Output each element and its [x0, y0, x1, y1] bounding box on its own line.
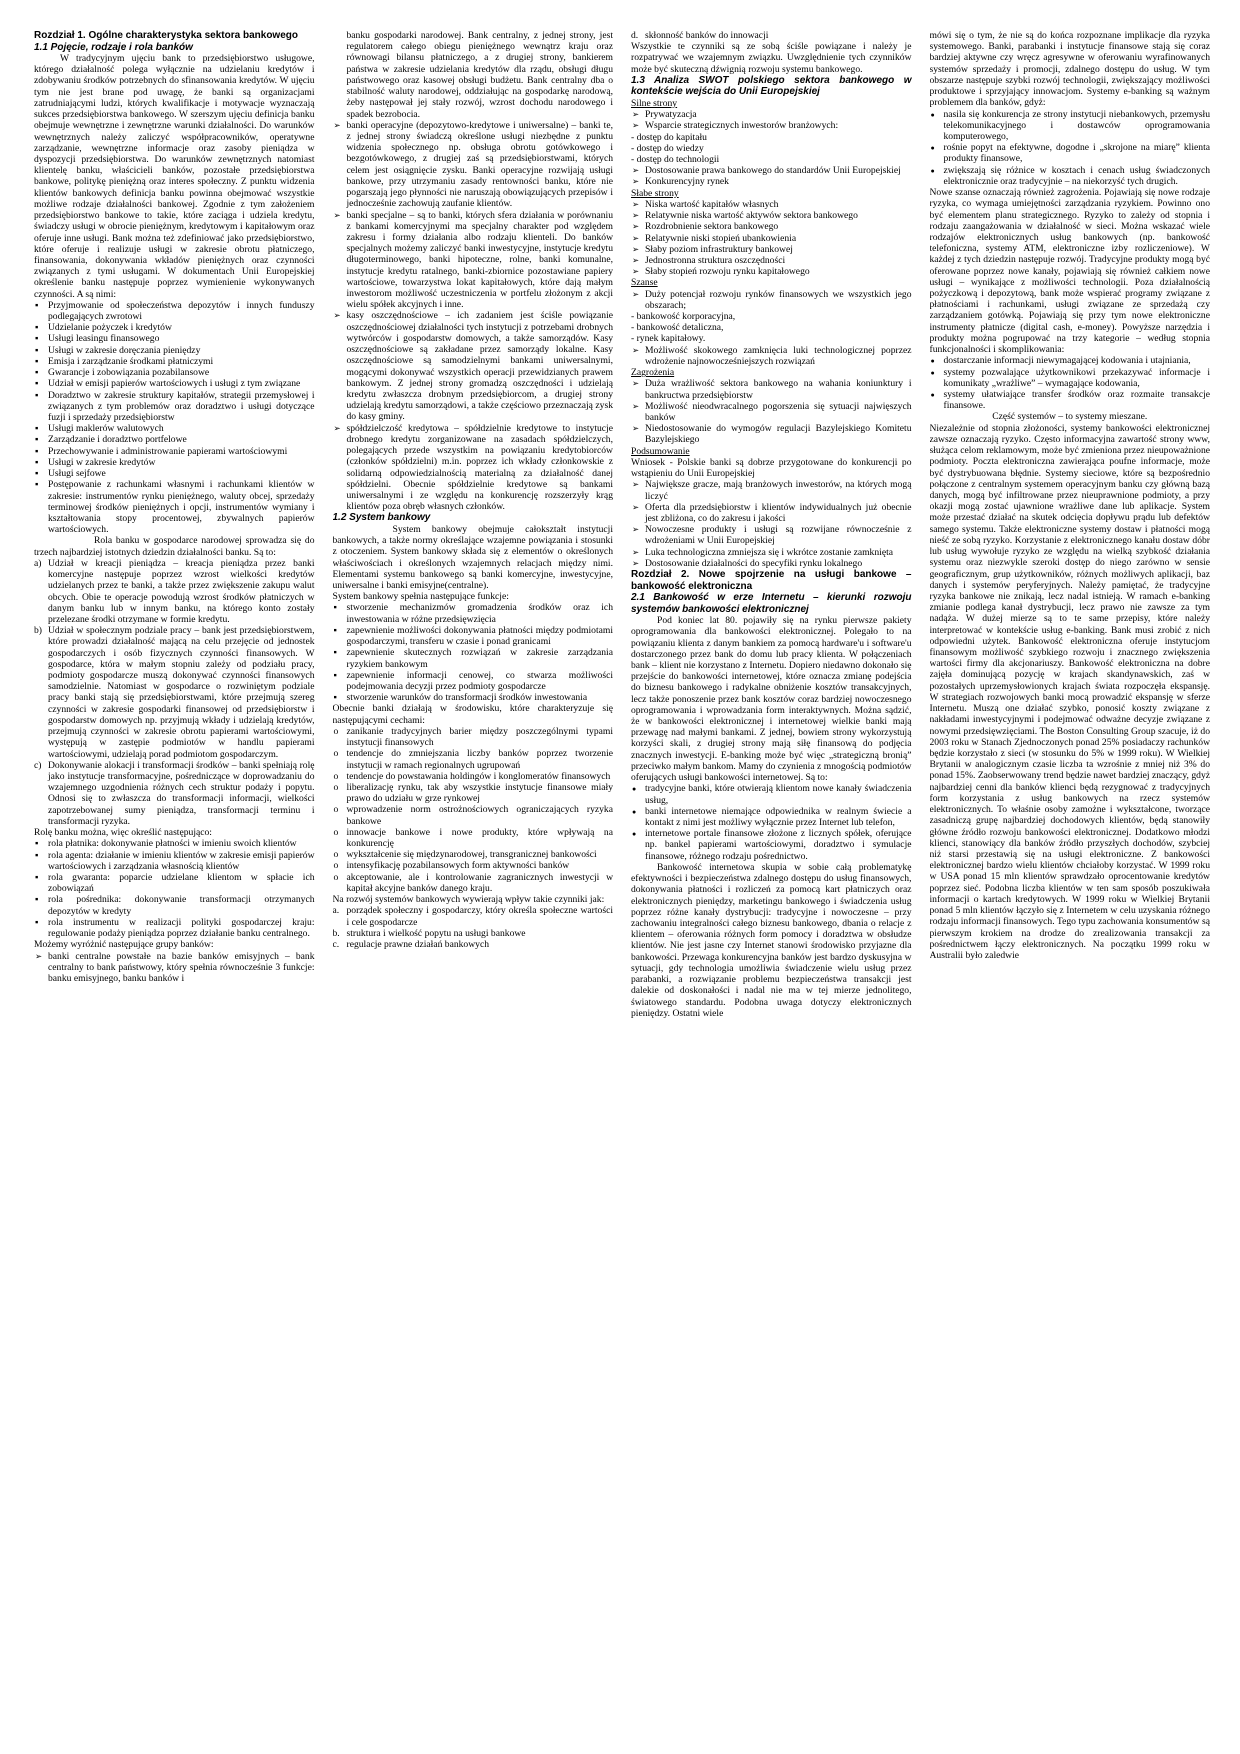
list-item: ➢ Możliwość skokowego zamknięcia luki technologicznej poprzez wdrożenie najnowocześniejszych rozwiązań: [631, 345, 912, 367]
list-item: ▪ Udział w emisji papierów wartościowych i usługi z tym związane: [34, 378, 315, 389]
list-item: ▪ zapewnienie informacji cenowej, co stwarza możliwości podejmowania decyzji przez podmioty gospodarcze: [333, 670, 614, 692]
paragraph-internet-banking-scope: Bankowość internetowa skupia w sobie całą problematykę efektywności i bezpieczeństwa zdalnego dostępu do usług finansowych, dokonywania płatności i rozliczeń za pomocą kart płatniczych oraz elektronicznych pieniędzy, marketingu bankowego i świadczenia usług poprzez różne kanały dystrybucji: tradycyjne i nowoczesne – przy zachowaniu integralności całego biznesu bankowego, dbania o relacje z klientem – oferowania różnych form pomocy i doradztwa w obsłudze klientów. Nie jest jasne czy Internet stanowi środowisko przyjazne dla bankowości. Przewaga konkurencyjna banków jest bardzo dyskusyjna w sytuacji, gdy technologia umożliwia świadczenie wielu usług przez parabanki, a rozwiązanie problemu bezpieczeństwa transakcji jest dalekie od doskonałości i nadal nie ma w tej mierze jednolitego, światowego standardu. Podobna uwaga dotyczy elektronicznych pieniędzy. Ostatni wiele: [631, 861, 912, 1019]
list-item-text: Udział w kreacji pieniądza – kreacja pieniądza przez banki komercyjne następuje poprzez wzrost wielkości kredytów udzielanych przez te banki, a także przez zwiększenie zakupu walut obcych. Obie te operacje powodują wzrost środków płatniczych w danym banku lub w innym banku, na którego konto zostały przelezane środki otrzymane w formie kredytu.: [48, 557, 315, 625]
sublist-item: - dostęp do wiedzy: [631, 142, 704, 154]
column-4: [930, 30, 1211, 1728]
paragraph-systemic-risk-cont: mówi się o tym, że nie są do końca rozpoznane implikacje dla ryzyka systemowego. Banki, parabanki i instytucje finansowe stają się coraz bardziej aktywne czy wręcz agresywne w oferowaniu wyrafinowanych systemów sprzedaży i promocji, zdalnego dostępu do usług. W tym obszarze następuje szybki rozwój technologii, zwiększający możliwości produktowe i sprzyjający innowacjom. Systemy e-banking są ważnym problemem dla banków, gdyż:: [929, 30, 1210, 109]
chapter-2-heading: Rozdział 2. Nowe spojrzenie na usługi bankowe – bankowość elektroniczna: [631, 569, 912, 592]
list-item: ➢ Duża wrażliwość sektora bankowego na wahania koniunktury i bankructwa przedsiębiorstw: [631, 378, 912, 400]
ebanking-reasons-list: [930, 109, 1211, 188]
label-strengths: Silne strony: [631, 97, 678, 109]
list-item-text: regulacje prawne działań bankowych: [346, 939, 490, 950]
factors-list: [333, 905, 614, 950]
paragraph-conclusion: Wniosek - Polskie banki są dobrze przygotowane do konkurencji po wstąpieniu do Unii Europejskiej: [631, 456, 912, 480]
list-item: ➢ Niska wartość kapitałów własnych: [631, 199, 912, 210]
list-item-text: skłonność banków do innowacji: [645, 30, 769, 41]
list-item: ➢ Relatywnie niska wartość aktywów sektora bankowego: [631, 210, 912, 221]
opportunities-list-a: [631, 289, 912, 311]
list-item: ➢ Wsparcie strategicznych inwestorów branżowych:: [631, 120, 912, 131]
label-weaknesses: Słabe strony: [631, 187, 679, 199]
list-marker: a): [34, 557, 42, 569]
environment-features-list: [333, 726, 614, 894]
system-functions-list: [333, 602, 614, 703]
list-item: o innowacje bankowe i nowe produkty, które wpływają na konkurencję: [333, 827, 614, 849]
label-summary: Podsumowanie: [631, 445, 690, 457]
list-marker: b): [34, 625, 42, 637]
section-1-3-heading-text: 1.3 Analiza SWOT polskiego sektora bankowego w kontekście wejścia do Unii Europejskiej: [631, 74, 912, 98]
section-1-1-heading: [34, 42, 315, 54]
list-item: [34, 558, 315, 625]
list-item: ▪ rola płatnika: dokonywanie płatności w imieniu swoich klientów: [34, 838, 315, 849]
list-item: [34, 760, 315, 827]
list-item: o tendencje do powstawania holdingów i konglomeratów finansowych: [333, 771, 614, 782]
list-item: ➢ Jednostronna struktura oszczędności: [631, 255, 912, 266]
list-item: o tendencje do zmniejszania liczby banków poprzez tworzenie instytucji w ramach regionalnych ugrupowań: [333, 748, 614, 770]
list-item: ▪ Usługi w zakresie kredytów: [34, 457, 315, 468]
paragraph-mixed-systems: Część systemów – to systemy mieszane.: [992, 411, 1148, 423]
list-item: ● systemy ułatwiające transfer środków oraz rozmaite transakcje finansowe.: [930, 389, 1211, 411]
list-item: o wykształcenie się międzynarodowej, transgranicznej bankowości: [333, 849, 614, 860]
column-3: [631, 30, 912, 1728]
section-1-1-heading-text: 1.1 Pojęcie, rodzaje i rola banków: [34, 41, 193, 53]
list-item: ▪ Usługi maklerów walutowych: [34, 423, 315, 434]
list-item: o akceptowanie, ale i kontrolowanie zagranicznych inwestycji w kapitał akcyjne banków danego kraju.: [333, 872, 614, 894]
list-item: ➢ spółdzielczość kredytowa – spółdzielnie kredytowe to instytucje drobnego kredytu zorganizowane na zasadach spółdzielczych, polegających przede wszystkim na powiązaniu kredytobiorców (członków spółdzielni) m.in. poprzez ich wkłady członkowskie z solidarną odpowiedzialnością materialną za działalność danej spółdzielni. Obecnie spółdzielnie kredytowe są bankami uniwersalnymi i ze względu na konkurencję rozszerzyły krąg klientów poza obręb własnych członków.: [333, 423, 614, 513]
paragraph-factors-summary: Wszystkie te czynniki są ze sobą ściśle powiązane i należy je rozpatrywać we wzajemnym związku. Uwzględnienie tych czynników może być skuteczną dźwignią rozwoju systemu bankowego.: [631, 41, 912, 75]
list-item: o intensyfikację pozabilansowych form aktywności banków: [333, 860, 614, 871]
paragraph-bank-groups-intro: Możemy wyróżnić następujące grupy banków:: [34, 939, 214, 951]
column-1: [34, 30, 315, 1728]
list-item: ● nasila się konkurencja ze strony instytucji niebankowych, przemysłu telekomunikacyjnego i dostawców oprogramowania komputerowego,: [930, 109, 1211, 143]
bank-role-areas-list: [34, 558, 315, 827]
list-item-text: struktura i wielkość popytu na usługi bankowe: [346, 927, 526, 939]
list-item: ➢ Możliwość nieodwracalnego pogorszenia się sytuacji najwięszych banków: [631, 401, 912, 423]
section-2-1-heading-text: 2.1 Bankowość w erze Internetu – kierunki rozwoju systemów bankowości elektronicznej: [631, 592, 912, 615]
list-marker: a.: [332, 905, 340, 917]
list-item: ▪ Gwarancje i zobowiązania pozabilansowe: [34, 367, 315, 378]
list-item: ➢ Rozdrobnienie sektora bankowego: [631, 221, 912, 232]
list-item: ● tradycyjne banki, które otwierają klientom nowe kanały świadczenia usług,: [631, 783, 912, 805]
paragraph-ebanking-risk: Niezależnie od stopnia złożoności, systemy bankowości elektronicznej zawsze oznaczają ryzyko. Często informacyjna zawartość strony www, służąca celom reklamowym, może być zmieniona przez nieupoważnione podmioty. Poczta elektroniczna zawierająca poufne informacje, może być dystrybuowana błędnie. Systemy sieciowe, które są bezpośrednio połączone z centralnym systemem operacyjnym banku czy główną bazą danych, mogą być infiltrowane przez nieuprawnione podmioty, a przy okazji mogą zostać ujawnione wrażliwe dane lub aplikacje. System może przestać działać na skutek odcięcia dopływu prądu lub defektów samego systemu. Także elektroniczne systemy dostaw i płatności mogą nieść ze sobą ryzyko. Korzystanie z elektronicznego kanału dostaw dóbr lub usług wywołuje ryzyko ze względu na wielką szybkość działania systemu oraz niezwykle szeroki dostęp do niego zarówno w sensie geograficznym, grup użytkowników, różnych możliwych aplikacji, baz danych i systemów peryferyjnych. Należy pamiętać, że tradycyjne ryzyka bankowe nie znikają, lecz nadal istnieją. W ramach e-banking zmianie podlega kanał dystrybucji, lecz prawo nie zawsze za tym nadąża. W dużej mierze są to te same przepisy, które należy interpretować w kontekście usług e-banking. Bank musi zrobić z nich odpowiedni użytek. Bankowość elektroniczna oferuje instytucjom finansowym możliwość szybkiego rozwoju i znacznego zwiększenia wartości firmy dla akcjonariuszy. Bankowość elektroniczna na dobre zajęła dominującą pozycję w krajach skandynawskich, zaś w pozostałych uprzemysłowionych krajach świata rozpoczęła ekspansję. W strategiach rozwojowych banki mocą prowadzić ekspansję w sferze Internetu. Muszą one działać szybko, ponosić koszty związane z nakładami inwestycyjnymi i podejmować odważne decyzje związane z nowymi przedsięwzięciami. The Boston Consulting Group szacuje, iż do 2003 roku w Stanach Zjednoczonych ponad 25% posiadaczy rachunków będzie korzystało z sieci (w stosunku do 5% w 1999 roku). W Wielkiej Brytanii w analogicznym czasie liczba ta wzrośnie z mniej niż 3% do ponad 15%. Zaobserwowany trend będzie nawet bardziej znaczący, gdyż najbardziej cenni dla banków klienci będą rezygnować z tradycyjnych form korzystania z usług bankowych na rzecz systemów elektronicznych. To właśnie osoby zamożne i wykształcone, tworzące zasadniczą grupę najbardziej dochodowych klientów, będą stanowiły główne źródło rozwoju bankowości elektronicznej. Dodatkowo młodzi klienci, stanowiący dla banków źródło przyszłych dochodów, szybciej niż starsi przestawią się na usługi elektroniczne. Z bankowości elektronicznej bardzo wielu klientów chciałoby korzystać. W 1999 roku w USA ponad 15 mln klientów sprawdzało oprocentowanie kredytów poprzez sieć. Podobna liczba klientów w ten sam sposób poszukiwała informacji o kartach kredytowych. W 1999 roku w Wielkiej Brytanii ponad 5 mln klientów łączyło się z Internetem w celu uzyskania różnego rodzaju informacji finansowych. Tego typu zachowania konsumentów są pierwszym krokiem na drodze do zrealizowania transakcji za pośrednictwem łączy elektronicznych. Na początku 1999 roku w Australii było zaledwie: [929, 422, 1210, 961]
section-1-3-heading: [631, 75, 912, 98]
sublist-item: - dostęp do kapitału: [631, 131, 707, 143]
label-opportunities: Szanse: [631, 277, 658, 289]
list-item: ● rośnie popyt na efektywne, dogodne i „skrojone na miarę” klienta produkty finansowe,: [930, 142, 1211, 164]
list-marker: d.: [631, 30, 639, 41]
list-item: ● internetowe portale finansowe złożone z licznych spółek, oferujące np. bankel papierami wartościowymi, doradztwo i symulacje finansowe, różnego rodzaju pośrednictwo.: [631, 828, 912, 862]
internet-providers-list: [631, 783, 912, 862]
strengths-sublist: [631, 132, 912, 166]
list-item: ➢ Luka technologiczna zmniejsza się i wkrótce zostanie zamknięta: [631, 547, 912, 558]
list-item: ▪ Zarządzanie i doradztwo portfelowe: [34, 434, 315, 445]
list-item: ➢ Słaby stopień rozwoju rynku kapitałowego: [631, 266, 912, 277]
paragraph-factors-intro: Na rozwój systemów bankowych wywierają wpływ takie czynniki jak:: [332, 894, 605, 906]
factors-list-cont: [631, 30, 912, 41]
opportunities-list-b: [631, 345, 912, 367]
list-item-text: Dokonywanie alokacji i transformacji środków – banki spełniają rolę jako instytucje transformacyjne, pośredniczące w doprowadzaniu do wzajemnego uzgodnienia różnych cech struktur podaży i popytu. Odnosi się to zwłaszcza do transformacji informacji, wielkości zapotrzebowanej sumy pieniądza, transformacji terminu i transformacji ryzyka.: [48, 759, 315, 827]
list-item: ➢ Duży potencjał rozwoju rynków finansowych we wszystkich jego obszarach;: [631, 289, 912, 311]
list-item: ▪ rola gwaranta: poparcie udzielane klientom w spłacie ich zobowiązań: [34, 872, 315, 894]
list-item-text: Udział w społecznym podziale pracy – bank jest przedsiębiorstwem, które prowadzi działalność mającą na celu przejęcie od jednostek gospodarczych i osób fizycznych czynności finansowych. W gospodarce, która w małym stopniu zależy od podziału pracy, podmioty gospodarcze muszą dokonywać czynności finansowych samodzielnie. Natomiast w gospodarce o rozwiniętym podziale pracy banki stają się przedsiębiorstwami, które przejmują szereg czynności w zakresie gospodarki finansowej od przedsiębiorstw i gospodarstw domowych np. przyjmują wkłady i udzielają kredytów, przejmują czynności w zakresie obrotu papierami wartościowymi, występują w zastępie podmiotów w handlu papierami wartościowymi, udzielają porad podmiotom gospodarczym.: [48, 625, 315, 760]
list-item: ▪ stworzenie mechanizmów gromadzenia środków oraz ich inwestowania w różne przedsięwzięcia: [333, 602, 614, 624]
list-marker: c): [34, 759, 42, 771]
paragraph-system-functions-intro: System bankowy spełnia następujące funkcje:: [332, 591, 509, 603]
list-item: ▪ Udzielanie pożyczek i kredytów: [34, 322, 315, 333]
list-item: ● systemy pozwalające użytkownikowi przekazywać informacje i komunikaty „wrażliwe” – wymagające kodowania,: [930, 367, 1211, 389]
list-item: [333, 939, 614, 950]
opportunities-sublist: [631, 311, 912, 345]
paragraph-bank-definition: W tradycyjnym ujęciu bank to przedsiębiorstwo usługowe, którego działalność polega wyłącznie na udzielaniu kredytów i zdobywaniu środków potrzebnych do sfinansowania kredytów. W ujęciu tym nie jest brane pod uwagę, że banki są organizacjami zatrudniającymi ludzi, których kwalifikacje i motywacje wyznaczają sukces przedsiębiorstwa bankowego. W szerszym ujęciu definicja banku obejmuje wewnętrzne i zewnętrzne warunki działalności. Do warunków wewnętrznych należy zaliczyć współpracowników, operatywne zarządzanie, wewnętrzne informacje oraz zasoby pieniądza w dyspozycji przedsiębiorstwa. Do warunków zewnętrznych natomiast klientelę banku, właścicieli banków, pozostałe przedsiębiorstwa bankowe, politykę pieniężną oraz interes społeczny. Z punktu widzenia klientów bankowych definicja banku powinna obejmować wszystkie możliwe rodzaje działalności bankowej. Zgodnie z tym założeniem przedsiębiorstwo bankowe to takie, które zaciąga i udziela kredytu, świadczy usługi w obrocie pieniężnym, kredytowym i kapitałowym oraz oferuje inne usługi. Bank można też zdefiniować jako przedsiębiorstwo, które oferuje i realizuje usługi w zakresie obrotu płatniczego, finansowania, dokonywania wkładów pieniężnych oraz czynności związanych z tymi usługami. W dokumentach Unii Europejskiej określenie banku następuje poprzez wymienienie wykonywanych czynności. A są nimi:: [34, 53, 315, 300]
tool-categories-list: [930, 355, 1211, 411]
section-1-2-heading: [333, 512, 614, 524]
bank-activities-list: [34, 300, 315, 536]
list-item: ▪ Postępowanie z rachunkami własnymi i rachunkami klientów w zakresie: instrumentów rynku pieniężnego, waluty obcej, sprzedaży terminowej środków pieniężnych i opcji, instrumentów wymiany i kształtowania stopy procentowej, zbywalnych papierów wartościowych.: [34, 479, 315, 535]
list-item: o wprowadzenie norm ostrożnościowych ograniczających ryzyka bankowe: [333, 804, 614, 826]
section-1-2-heading-text: 1.2 System bankowy: [332, 512, 431, 524]
list-item: ▪ Przechowywanie i administrowanie papierami wartościowymi: [34, 446, 315, 457]
threats-list: [631, 378, 912, 445]
paragraph-environment-intro: Obecnie banki działają w środowisku, które charakteryzuje się następującymi cechami:: [332, 703, 613, 726]
list-item: ● banki internetowe niemające odpowiednika w realnym świecie a kontakt z nimi jest możliwy wyłącznie przez Internet lub telefon,: [631, 806, 912, 828]
list-item: ➢ Nowoczesne produkty i usługi są rozwijane równocześnie z wdrożeniami w Unii Europejskiej: [631, 524, 912, 546]
list-item: [333, 905, 614, 927]
list-item: ➢ Relatywnie niski stopień ubankowienia: [631, 233, 912, 244]
list-item: ● dostarczanie informacji niewymagającej kodowania i utajniania,: [930, 355, 1211, 366]
weaknesses-list: [631, 199, 912, 278]
list-item: ➢ Największe gracze, mają branżowych inwestorów, na których mogą liczyć: [631, 479, 912, 501]
paragraph-internet-banking-history: Pod koniec lat 80. pojawiły się na rynku pierwsze pakiety oprogramowania dla bankowości elektronicznej. Polegało to na powiązaniu klienta z danym bankiem za pomocą hardware'u i software'u dostarczonego przez bank do domu lub pracy klienta. W połączeniach bank – klient nie korzystano z Internetu. Dopiero niedawno dokonało się przejście do bankowości internetowej, które oznacza zmianę podejścia do biznesu bankowego i radykalne obniżenie kosztów transakcyjnych, lecz także ponoszenie przez bank kosztów coraz bardziej nowoczesnego oprogramowania i wprowadzania form interaktywnych. Można sądzić, że w bankowości elektronicznej i internetowej wielkie banki mają przewagę nad małymi bankami. Z jednej, bowiem strony wykorzystują korzyści skali, z drugiej strony mają siłę finansową do podjęcia znacznych inwestycji. E-banking może być więc „strategiczną bronią” przeciwko małym bankom. Mamy do czynienia z mnogością podmiotów oferujących usługi bankowości internetowej. Są to:: [631, 615, 912, 784]
list-item: ▪ Emisja i zarządzanie środkami płatniczymi: [34, 356, 315, 367]
list-item: ▪ stworzenie warunków do transformacji środków inwestowania: [333, 692, 614, 703]
column-2: [333, 30, 614, 1728]
paragraph-roles-intro: Rolę banku można, więc określić następująco:: [34, 827, 212, 839]
sublist-item: - dostęp do technologii: [631, 153, 720, 165]
list-item: ▪ rola instrumentu w realizacji polityki gospodarczej kraju: regulowanie podaży pieniądza poprzez działanie banku centralnego.: [34, 917, 315, 939]
bank-roles-list: [34, 838, 315, 939]
list-item: ▪ rola agenta: działanie w imieniu klientów w zakresie emisji papierów wartościowych i zarządzania własnością klientów: [34, 850, 315, 872]
strengths-list-a: [631, 109, 912, 131]
list-item: o zanikanie tradycyjnych barier między poszczególnymi typami instytucji finansowych: [333, 726, 614, 748]
list-item: ➢ kasy oszczędnościowe – ich zadaniem jest ściśle powiązanie oszczędnościowej działalności tych instytucji z potrzebami drobnych wytwórców i gospodarstw domowych, a także samorządów. Kasy oszczędnościowe są zakładane przez samorządy lokalne. Kasy oszczędnościowe są samodzielnymi bankami uniwersalnymi, mogącymi dokonywać wszystkich operacji przewidzianych prawem bankowym. Z jednej strony gromadzą oszczędności i udzielają kredytu zwłaszcza drobnym przedsiębiorcom, a drugiej strony udzielają kredytu samorządowi, a także częściowo przeznaczają zysk do kasy gminy.: [333, 310, 614, 422]
paragraph-new-risks: Nowe szanse oznaczają również zagrożenia. Pojawiają się nowe rodzaje ryzyka, co wymaga umiejętności zarządzania ryzykiem. Powinno ono być elementem planu strategicznego. Ryzyko to zależy od stopnia i rodzaju zaangażowania w działalność w sieci. Można wskazać wiele rodzajów elektronicznych usług bankowych (np. bankowość telefoniczna, systemy ATM, elektroniczne izby rozliczeniowe). W każdej z tych dziedzin następuje rozwój. Tradycyjne produkty mogą być oferowane poprzez nowe kanały, pojawiają się również całkiem nowe usługi – wynikające z możliwości technologii. Poza działalnością pożyczkową i depozytową, bank może wspierać programy związane z płatnościami i rachunkami, usługi związane ze sprzedażą czy zarządzaniem gotówką. Pojawiają się przy tym nowe elektroniczne instrumenty płatnicze (digital cash, e-money). Powyższe narzędzia i produkty można pogrupować na trzy kategorie – według stopnia funkcjonalności i skomplikowania:: [929, 187, 1210, 356]
list-item: ➢ Konkurencyjny rynek: [631, 176, 912, 187]
list-item: ➢ banki operacyjne (depozytowo-kredytowe i uniwersalne) – banki te, z jednej strony świadczą określone usługi niezbędne z punktu widzenia społecznego np. obsługa obrotu gotówkowego i bezgotówkowego, z drugiej zaś są przedsiębiorstwami, których celem jest osiągnięcie zysku. Banki operacyjne rozwijają usługi bankowe, przy utrzymaniu zasady rentowności banku, które nie pogarszają jego płynności nie naruszają obowiązujących przepisów i jednocześnie zachowują zaufanie klientów.: [333, 120, 614, 210]
sublist-item: - bankowość detaliczna,: [631, 322, 724, 334]
list-item: ➢ banki centralne powstałe na bazie banków emisyjnych – bank centralny to bank państwowy, który spełnia równocześnie 3 funkcje: banku emisyjnego, banku banków i: [34, 951, 315, 985]
label-threats: Zagrożenia: [631, 367, 675, 379]
paragraph-banking-system: System bankowy obejmuje całokształt instytucji bankowych, a także normy określające wzajemne powiązania i stosunki z otoczeniem. System bankowy składa się z elementów o określonych właściwościach i określonych wzajemnych relacjach między nimi. Elementami systemu bankowego są banki komercyjne, inwestycyjne, uniwersalne i banki emisyjne(centralne).: [332, 523, 613, 591]
list-item: ➢ Oferta dla przedsiębiorstw i klientów indywidualnych już obecnie jest zbliżona, co do zakresu i jakości: [631, 502, 912, 524]
strengths-list-b: [631, 165, 912, 187]
paragraph-bank-role: Rola banku w gospodarce narodowej sprowadza się do trzech najbardziej istotnych dziedzin działalności banku. Są to:: [34, 535, 315, 558]
list-item: ▪ Doradztwo w zakresie struktury kapitałów, strategii przemysłowej i związanych z tym problemów oraz doradztwo i usługi dotyczące fuzji i sprzedaży przedsiębiorstw: [34, 390, 315, 424]
list-item: ● zwiększają się różnice w kosztach i cenach usług świadczonych elektronicznie oraz tradycyjnie – na niekorzyść tych drugich.: [930, 165, 1211, 187]
list-item: ▪ rola pośrednika: dokonywanie transformacji otrzymanych depozytów w kredyty: [34, 894, 315, 916]
list-item: ➢ Słaby poziom infrastruktury bankowej: [631, 244, 912, 255]
list-item: [34, 625, 315, 760]
conclusion-list: [631, 479, 912, 569]
list-item: ▪ zapewnienie możliwości dokonywania płatności między podmiotami gospodarczymi, transferu w czasie i ponad granicami: [333, 625, 614, 647]
list-item: ▪ Usługi leasingu finansowego: [34, 333, 315, 344]
list-item: ▪ zapewnienie skutecznych rozwiązań w zakresie zarządzania ryzykiem bankowym: [333, 647, 614, 669]
list-item: ▪ Przyjmowanie od społeczeństwa depozytów i innych funduszy podlegających zwrotowi: [34, 300, 315, 322]
chapter-1-heading: Rozdział 1. Ogólne charakterystyka sektora bankowego: [34, 30, 298, 41]
list-marker: c.: [332, 939, 340, 950]
list-item: ➢ banki specjalne – są to banki, których sfera działania w porównaniu z bankami komercyjnymi ma specjalny charakter pod względem zakresu i formy działania albo rodzaju klienteli. Do banków specjalnych możemy zaliczyć banki inwestycyjne, instytucje kredytu długoterminowego, banki hipoteczne, rolne, banki komunalne, instytucje kredytu ratalnego, banki-zbiornice pozostawiane papiery wartościowe, towarzystwa lokat kapitałowych, które dają małym inwestorom możliwość uczestniczenia w portfelu złożonym z akcji wielu spółek akcyjnych i inne.: [333, 210, 614, 311]
sublist-item: - bankowość korporacyjna,: [631, 311, 736, 323]
section-2-1-heading: [631, 592, 912, 615]
list-item: ▪ Usługi w zakresie doręczania pieniędzy: [34, 345, 315, 356]
sublist-item: - rynek kapitałowy.: [631, 333, 706, 345]
bank-groups-list: [34, 951, 315, 985]
list-item-text: porządek społeczny i gospodarczy, który określa społeczne wartości i cele gospodarcze: [346, 905, 613, 928]
list-marker: b.: [332, 927, 340, 939]
list-item: ➢ Dostosowanie działalności do specyfiki rynku lokalnego: [631, 558, 912, 569]
list-item: o liberalizację rynku, tak aby wszystkie instytucje finansowe miały prawo do udziału w grze rynkowej: [333, 782, 614, 804]
list-item: ➢ Niedostosowanie do wymogów regulacji Bazylejskiego Komitetu Bazylejskiego: [631, 423, 912, 445]
list-item: [333, 928, 614, 939]
bank-types-list: [333, 120, 614, 513]
list-item: ➢ Prywatyzacja: [631, 109, 912, 120]
paragraph-central-bank-cont: banku gospodarki narodowej. Bank centralny, z jednej strony, jest regulatorem całego obiegu pieniężnego wewnątrz kraju oraz równowagi bilansu płatniczego, a z drugiej strony, bankierem państwa w zakresie udzielania kredytów dla rządu, obsługi długu państwowego oraz kasowej obsługi budżetu. Bank centralny dba o stabilność waluty narodowej, oddziałując na gospodarkę narodową, żeby następował jej stały rozwój, wzrost dochodu narodowego i spadek bezrobocia.: [346, 30, 613, 120]
list-item: [631, 30, 912, 41]
list-item: ➢ Dostosowanie prawa bankowego do standardów Unii Europejskiej: [631, 165, 912, 176]
list-item: ▪ Usługi sejfowe: [34, 468, 315, 479]
